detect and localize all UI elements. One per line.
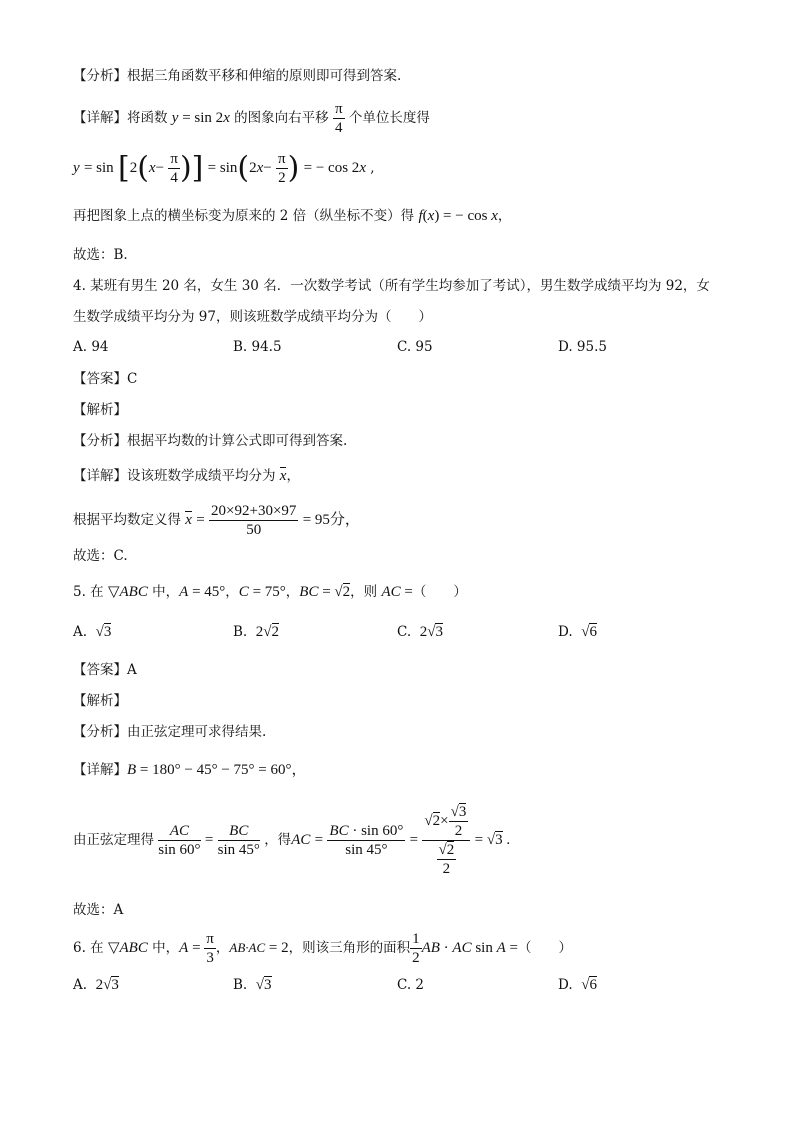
q3-analysis (73, 66, 401, 86)
q5-option-c: C. 2√3 (397, 624, 443, 640)
function-expression: y = sin 2x (171, 110, 230, 126)
q4-stem-2: 生数学成绩平均分为 97，则该班数学成绩平均分为（ ） (73, 309, 432, 325)
q6-option-b: B. √3 (233, 977, 272, 993)
q5-option-a: A. √3 (73, 624, 112, 640)
q5-stem: 5. 在 ▽ABC 中，A = 45°，C = 75°，BC = √2，则 AC =（ ） (73, 584, 467, 600)
q4-option-d: D. 95.5 (558, 339, 607, 355)
q5-answer-line: 故选：A (73, 902, 124, 918)
q3-detail (73, 100, 430, 137)
q4-answer: 【答案】C (73, 371, 138, 387)
analysis-text: 根据三角函数平移和伸缩的原则即可得到答案. (127, 68, 402, 84)
q6-option-d: D. √6 (558, 977, 597, 993)
q3-stretch: 再把图象上点的横坐标变为原来的 2 倍（纵坐标不变）得 f(x) = − cos x， (73, 208, 512, 224)
detail-tag: 【详解】 (73, 110, 127, 126)
q4-definition: 根据平均数定义得 x = $\frac{20\times 92+30\times 97}{50}$ = 95分， (73, 503, 360, 538)
q4-option-b: B. 94.5 (233, 339, 282, 355)
q4-option-a: A. 94 (73, 339, 109, 355)
q4-analysis: 【分析】根据平均数的计算公式即可得到答案. (73, 433, 348, 449)
q4-detail: 【详解】设该班数学成绩平均分为 x， (73, 468, 300, 484)
q5-option-b: B. 2√2 (233, 624, 280, 640)
q4-answer-line: 故选：C. (73, 548, 128, 564)
q5-detail: 【详解】B = 180° − 45° − 75° = 60°， (73, 762, 307, 778)
q5-law-of-sines: 由正弦定理得 $\frac{AC}{\sin 60^\circ}$ = $\frac{BC}{\sin 45^\circ}$ ，得AC = $\frac{BC \cdot \sin 60^\circ}{\sin 45^\circ}$ = √2× $\frac{√3}{2}$ $\frac{√2}{2}$ = √3 . (73, 804, 511, 877)
q5-analysis: 【分析】由正弦定理可求得结果. (73, 724, 267, 740)
q4-solution-tag: 【解析】 (73, 402, 127, 418)
stretch-text: 再把图象上点的横坐标变为原来的 2 倍（纵坐标不变）得 (73, 208, 415, 224)
q6-option-c: C. 2 (397, 977, 425, 993)
q6-option-a: A. 2√3 (73, 977, 119, 993)
q5-option-d: D. √6 (558, 624, 597, 640)
q4-option-c: C. 95 (397, 339, 433, 355)
shift-fraction: $\frac{\pi}{4}$ (334, 101, 343, 136)
q6-stem: 6. 在 ▽ABC 中，A = $\frac{\pi}{3}$ ，AB·AC = 2，则该三角形的面积 $\frac{1}{2}$ AB · AC sin A =（ ） (73, 931, 572, 966)
detail-post: 个单位长度得 (348, 110, 430, 126)
q4-stem-1: 4. 某班有男生 20 名，女生 30 名．一次数学考试（所有学生均参加了考试），男生数学成绩平均为 92，女 (73, 278, 710, 294)
q5-answer: 【答案】A (73, 662, 137, 678)
mean-fraction: $\frac{20\times 92+30\times 97}{50}$ (211, 503, 297, 538)
q3-answer-line: 故选：B. (73, 247, 128, 263)
detail-pre: 将函数 (127, 110, 168, 126)
q3-equation: y = sin [2(x− $\frac{\pi}{4}$ )] = sin(2x− $\frac{\pi}{2}$ ) = − cos 2x , (73, 150, 375, 186)
q5-solution-tag: 【解析】 (73, 693, 127, 709)
analysis-tag: 【分析】 (73, 68, 127, 84)
x-bar: x (279, 468, 287, 484)
detail-mid: 的图象向右平移 (234, 110, 329, 126)
